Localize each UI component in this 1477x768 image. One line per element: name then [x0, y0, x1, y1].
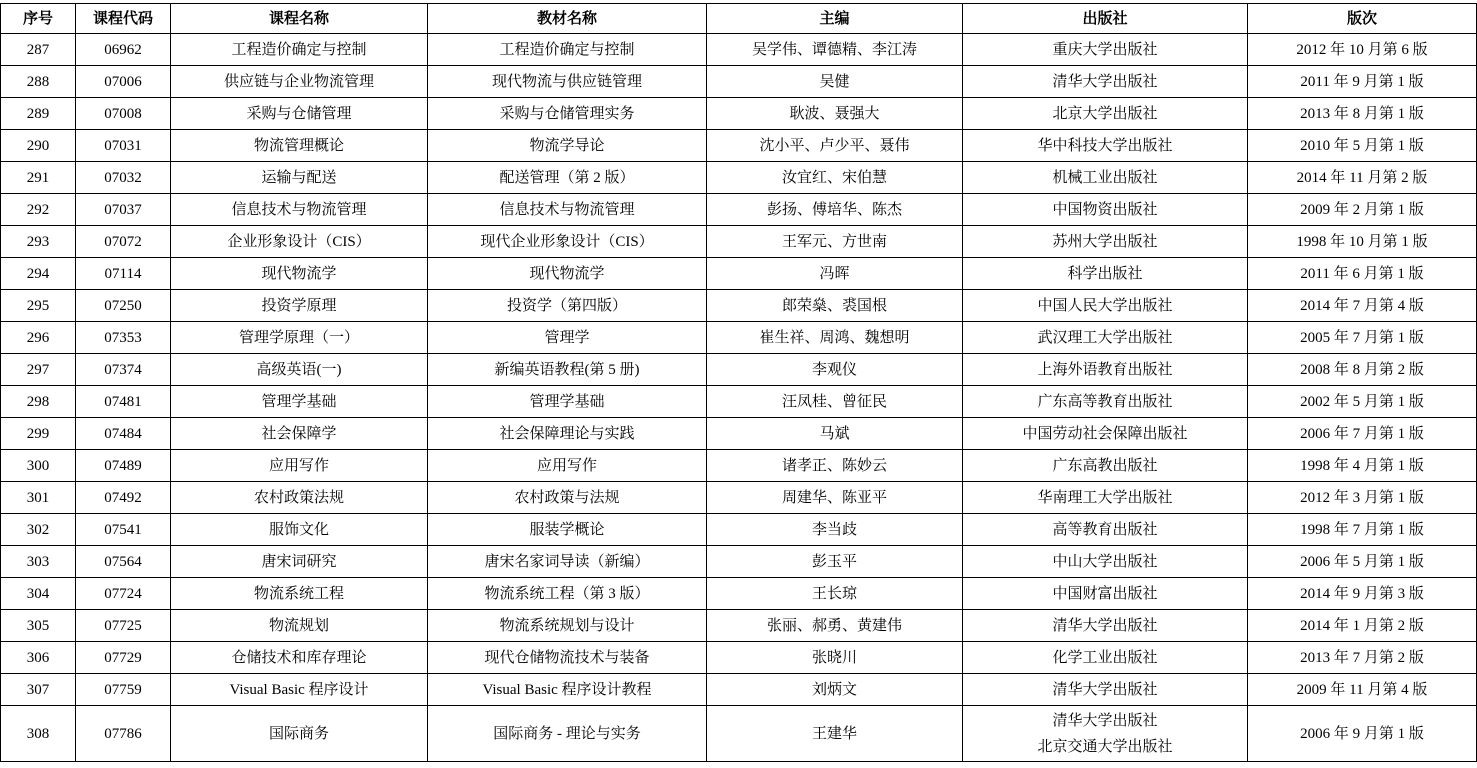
table-row — [1, 450, 1477, 482]
cell-textbook-name: 配送管理（第 2 版） — [428, 162, 707, 194]
cell-editor: 周建华、陈亚平 — [707, 482, 963, 514]
cell-index: 294 — [1, 258, 76, 290]
table-row — [1, 322, 1477, 354]
cell-course-name: 物流管理概论 — [171, 130, 428, 162]
header-textbook-name: 教材名称 — [428, 4, 707, 34]
cell-edition: 2011 年 6 月第 1 版 — [1248, 258, 1477, 290]
table-row — [1, 706, 1477, 762]
table-row — [1, 546, 1477, 578]
cell-textbook-name: 工程造价确定与控制 — [428, 34, 707, 66]
table-row — [1, 642, 1477, 674]
cell-course-name: 物流规划 — [171, 610, 428, 642]
cell-index: 295 — [1, 290, 76, 322]
cell-textbook-name: 应用写作 — [428, 450, 707, 482]
cell-course-name: 国际商务 — [171, 706, 428, 762]
cell-course-code: 07037 — [76, 194, 171, 226]
cell-edition: 2013 年 7 月第 2 版 — [1248, 642, 1477, 674]
cell-course-code: 07729 — [76, 642, 171, 674]
cell-editor: 王长琼 — [707, 578, 963, 610]
cell-edition: 2014 年 7 月第 4 版 — [1248, 290, 1477, 322]
cell-course-name: 工程造价确定与控制 — [171, 34, 428, 66]
cell-edition: 2012 年 3 月第 1 版 — [1248, 482, 1477, 514]
cell-edition: 2011 年 9 月第 1 版 — [1248, 66, 1477, 98]
cell-course-name: 物流系统工程 — [171, 578, 428, 610]
publisher-line-1: 清华大学出版社 — [1052, 712, 1158, 729]
table-row — [1, 290, 1477, 322]
cell-course-code: 07541 — [76, 514, 171, 546]
cell-course-code: 07481 — [76, 386, 171, 418]
cell-textbook-name: 物流系统工程（第 3 版） — [428, 578, 707, 610]
header-editor: 主编 — [707, 4, 963, 34]
cell-textbook-name: 现代仓储物流技术与装备 — [428, 642, 707, 674]
cell-edition: 2009 年 2 月第 1 版 — [1248, 194, 1477, 226]
cell-course-name: 管理学基础 — [171, 386, 428, 418]
cell-textbook-name: 新编英语教程(第 5 册) — [428, 354, 707, 386]
table-row — [1, 354, 1477, 386]
cell-edition: 2014 年 1 月第 2 版 — [1248, 610, 1477, 642]
cell-textbook-name: 现代物流学 — [428, 258, 707, 290]
cell-publisher: 中国财富出版社 — [963, 578, 1248, 610]
cell-publisher: 中国物资出版社 — [963, 194, 1248, 226]
cell-textbook-name: Visual Basic 程序设计教程 — [428, 674, 707, 706]
cell-edition: 2006 年 9 月第 1 版 — [1248, 706, 1477, 762]
cell-course-name: 仓储技术和库存理论 — [171, 642, 428, 674]
header-course-code: 课程代码 — [76, 4, 171, 34]
cell-publisher: 上海外语教育出版社 — [963, 354, 1248, 386]
publisher-line-2: 北京交通大学出版社 — [1037, 738, 1173, 755]
cell-course-name: 农村政策法规 — [171, 482, 428, 514]
header-row — [1, 4, 1477, 34]
cell-edition: 2005 年 7 月第 1 版 — [1248, 322, 1477, 354]
cell-course-code: 07008 — [76, 98, 171, 130]
cell-edition: 1998 年 7 月第 1 版 — [1248, 514, 1477, 546]
table-row — [1, 66, 1477, 98]
cell-course-code: 07374 — [76, 354, 171, 386]
cell-editor: 马斌 — [707, 418, 963, 450]
cell-course-name: Visual Basic 程序设计 — [171, 674, 428, 706]
cell-index: 296 — [1, 322, 76, 354]
cell-publisher: 广东高等教育出版社 — [963, 386, 1248, 418]
table-row — [1, 98, 1477, 130]
cell-edition: 1998 年 10 月第 1 版 — [1248, 226, 1477, 258]
cell-publisher: 中国劳动社会保障出版社 — [963, 418, 1248, 450]
cell-course-name: 信息技术与物流管理 — [171, 194, 428, 226]
cell-index: 288 — [1, 66, 76, 98]
cell-publisher: 机械工业出版社 — [963, 162, 1248, 194]
cell-course-name: 应用写作 — [171, 450, 428, 482]
cell-editor: 诸孝正、陈妙云 — [707, 450, 963, 482]
cell-editor: 张丽、郝勇、黄建伟 — [707, 610, 963, 642]
cell-editor: 汪凤桂、曾征民 — [707, 386, 963, 418]
cell-editor: 彭扬、傅培华、陈杰 — [707, 194, 963, 226]
table-row — [1, 258, 1477, 290]
cell-editor: 彭玉平 — [707, 546, 963, 578]
textbook-table — [0, 3, 1477, 762]
cell-course-code: 07564 — [76, 546, 171, 578]
cell-textbook-name: 农村政策与法规 — [428, 482, 707, 514]
cell-textbook-name: 物流学导论 — [428, 130, 707, 162]
cell-publisher: 清华大学出版社 — [963, 66, 1248, 98]
cell-publisher: 华南理工大学出版社 — [963, 482, 1248, 514]
cell-course-code: 06962 — [76, 34, 171, 66]
cell-course-name: 唐宋词研究 — [171, 546, 428, 578]
cell-index: 290 — [1, 130, 76, 162]
cell-course-code: 07250 — [76, 290, 171, 322]
cell-index: 293 — [1, 226, 76, 258]
cell-edition: 2013 年 8 月第 1 版 — [1248, 98, 1477, 130]
cell-edition: 2008 年 8 月第 2 版 — [1248, 354, 1477, 386]
cell-course-name: 管理学原理（一） — [171, 322, 428, 354]
cell-index: 307 — [1, 674, 76, 706]
cell-index: 289 — [1, 98, 76, 130]
cell-textbook-name: 信息技术与物流管理 — [428, 194, 707, 226]
cell-textbook-name: 社会保障理论与实践 — [428, 418, 707, 450]
header-edition: 版次 — [1248, 4, 1477, 34]
cell-textbook-name: 现代物流与供应链管理 — [428, 66, 707, 98]
cell-edition: 2012 年 10 月第 6 版 — [1248, 34, 1477, 66]
cell-editor: 李当歧 — [707, 514, 963, 546]
cell-edition: 2010 年 5 月第 1 版 — [1248, 130, 1477, 162]
cell-course-code: 07492 — [76, 482, 171, 514]
cell-publisher: 清华大学出版社 — [963, 610, 1248, 642]
cell-index: 292 — [1, 194, 76, 226]
cell-editor: 耿波、聂强大 — [707, 98, 963, 130]
cell-editor: 李观仪 — [707, 354, 963, 386]
cell-textbook-name: 唐宋名家词导读（新编） — [428, 546, 707, 578]
cell-editor: 张晓川 — [707, 642, 963, 674]
cell-index: 300 — [1, 450, 76, 482]
cell-publisher: 中国人民大学出版社 — [963, 290, 1248, 322]
cell-publisher: 清华大学出版社 — [963, 674, 1248, 706]
cell-course-code: 07114 — [76, 258, 171, 290]
cell-course-code: 07006 — [76, 66, 171, 98]
cell-editor: 汝宜红、宋伯慧 — [707, 162, 963, 194]
cell-index: 306 — [1, 642, 76, 674]
cell-course-code: 07032 — [76, 162, 171, 194]
cell-index: 298 — [1, 386, 76, 418]
cell-course-name: 高级英语(一) — [171, 354, 428, 386]
cell-textbook-name: 管理学 — [428, 322, 707, 354]
cell-course-code: 07724 — [76, 578, 171, 610]
cell-publisher: 化学工业出版社 — [963, 642, 1248, 674]
cell-course-name: 供应链与企业物流管理 — [171, 66, 428, 98]
cell-course-code: 07353 — [76, 322, 171, 354]
cell-textbook-name: 国际商务 - 理论与实务 — [428, 706, 707, 762]
cell-editor: 崔生祥、周鸿、魏想明 — [707, 322, 963, 354]
cell-course-code: 07031 — [76, 130, 171, 162]
cell-textbook-name: 管理学基础 — [428, 386, 707, 418]
cell-index: 304 — [1, 578, 76, 610]
cell-publisher: 武汉理工大学出版社 — [963, 322, 1248, 354]
cell-editor: 吴学伟、谭德精、李江涛 — [707, 34, 963, 66]
cell-editor: 沈小平、卢少平、聂伟 — [707, 130, 963, 162]
table-row — [1, 514, 1477, 546]
cell-textbook-name: 服装学概论 — [428, 514, 707, 546]
cell-index: 301 — [1, 482, 76, 514]
cell-textbook-name: 现代企业形象设计（CIS） — [428, 226, 707, 258]
cell-publisher: 科学出版社 — [963, 258, 1248, 290]
cell-edition: 2009 年 11 月第 4 版 — [1248, 674, 1477, 706]
cell-course-name: 投资学原理 — [171, 290, 428, 322]
cell-editor: 冯晖 — [707, 258, 963, 290]
cell-publisher: 华中科技大学出版社 — [963, 130, 1248, 162]
cell-publisher: 广东高教出版社 — [963, 450, 1248, 482]
cell-course-code: 07484 — [76, 418, 171, 450]
table-row — [1, 386, 1477, 418]
cell-edition: 2014 年 11 月第 2 版 — [1248, 162, 1477, 194]
table-row — [1, 418, 1477, 450]
cell-index: 302 — [1, 514, 76, 546]
cell-publisher: 重庆大学出版社 — [963, 34, 1248, 66]
cell-index: 308 — [1, 706, 76, 762]
cell-course-code: 07725 — [76, 610, 171, 642]
cell-index: 291 — [1, 162, 76, 194]
table-row — [1, 226, 1477, 258]
table-row — [1, 578, 1477, 610]
cell-publisher: 中山大学出版社 — [963, 546, 1248, 578]
cell-course-code: 07759 — [76, 674, 171, 706]
cell-edition: 2006 年 5 月第 1 版 — [1248, 546, 1477, 578]
cell-course-name: 运输与配送 — [171, 162, 428, 194]
cell-course-name: 企业形象设计（CIS） — [171, 226, 428, 258]
cell-index: 305 — [1, 610, 76, 642]
cell-edition: 2006 年 7 月第 1 版 — [1248, 418, 1477, 450]
cell-course-code: 07786 — [76, 706, 171, 762]
header-publisher: 出版社 — [963, 4, 1248, 34]
table-row — [1, 194, 1477, 226]
cell-course-code: 07072 — [76, 226, 171, 258]
cell-edition: 2002 年 5 月第 1 版 — [1248, 386, 1477, 418]
cell-textbook-name: 物流系统规划与设计 — [428, 610, 707, 642]
cell-edition: 2014 年 9 月第 3 版 — [1248, 578, 1477, 610]
cell-editor: 王建华 — [707, 706, 963, 762]
table-row — [1, 674, 1477, 706]
cell-course-name: 社会保障学 — [171, 418, 428, 450]
cell-publisher — [963, 706, 1248, 762]
cell-publisher: 高等教育出版社 — [963, 514, 1248, 546]
cell-editor: 郎荣燊、裘国根 — [707, 290, 963, 322]
cell-course-name: 现代物流学 — [171, 258, 428, 290]
table-row — [1, 610, 1477, 642]
cell-index: 287 — [1, 34, 76, 66]
cell-textbook-name: 采购与仓储管理实务 — [428, 98, 707, 130]
header-course-name: 课程名称 — [171, 4, 428, 34]
cell-editor: 王军元、方世南 — [707, 226, 963, 258]
cell-editor: 吴健 — [707, 66, 963, 98]
cell-index: 297 — [1, 354, 76, 386]
cell-textbook-name: 投资学（第四版） — [428, 290, 707, 322]
cell-publisher: 苏州大学出版社 — [963, 226, 1248, 258]
table-row — [1, 162, 1477, 194]
cell-index: 303 — [1, 546, 76, 578]
cell-index: 299 — [1, 418, 76, 450]
cell-course-code: 07489 — [76, 450, 171, 482]
header-index: 序号 — [1, 4, 76, 34]
cell-course-name: 服饰文化 — [171, 514, 428, 546]
table-row — [1, 130, 1477, 162]
table-row — [1, 482, 1477, 514]
cell-editor: 刘炳文 — [707, 674, 963, 706]
cell-course-name: 采购与仓储管理 — [171, 98, 428, 130]
cell-publisher: 北京大学出版社 — [963, 98, 1248, 130]
cell-edition: 1998 年 4 月第 1 版 — [1248, 450, 1477, 482]
table-row — [1, 34, 1477, 66]
